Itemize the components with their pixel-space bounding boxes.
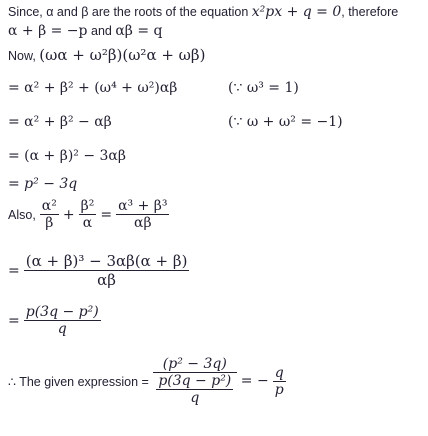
final-compound-fraction — [153, 356, 237, 406]
result-fraction — [273, 365, 286, 398]
inner-numerator: p(3q − p²) — [158, 373, 232, 389]
sum-of-roots: α + β = −p — [8, 23, 88, 39]
step-1-reason: (∵ ω³ = 1) — [228, 80, 299, 96]
numerator: β² — [80, 198, 95, 214]
step-2-expression: = α² + β² − αβ — [8, 114, 112, 130]
equals-sign: = — [100, 206, 113, 223]
numerator: α² — [41, 198, 57, 214]
denominator: q — [57, 321, 67, 337]
step-2-reason: (∵ ω + ω² = −1) — [228, 114, 343, 130]
denominator: β — [45, 215, 54, 231]
step-4-expression: = p² − 3q — [8, 176, 78, 192]
also-label: Also, — [8, 207, 36, 222]
denominator: α — [82, 215, 93, 231]
now-expression: (ωα + ω²β)(ω²α + ωβ) — [39, 46, 206, 64]
intro-line-1 — [8, 4, 398, 20]
numerator: α³ + β³ — [118, 198, 168, 214]
fraction-cubes-over-product — [116, 198, 169, 231]
intro-suffix: , therefore — [341, 5, 399, 19]
outer-numerator: (p² − 3q) — [153, 356, 237, 373]
result-numerator: q — [274, 364, 284, 381]
now-line — [8, 46, 205, 65]
denominator: αβ — [97, 271, 116, 289]
result-denominator: p — [274, 381, 284, 398]
plus-sign: + — [62, 206, 75, 223]
conclusion-line — [8, 356, 286, 406]
outer-denominator — [153, 373, 237, 406]
quadratic-equation: x²px + q = 0 — [251, 4, 342, 20]
equals-sign: = — [8, 262, 20, 279]
simplified-fraction — [24, 304, 101, 337]
step-1-expression: = α² + β² + (ω⁴ + ω²)αβ — [8, 80, 178, 96]
inner-fraction — [156, 373, 233, 406]
inner-denominator: q — [190, 390, 200, 406]
numerator: p(3q − p²) — [25, 304, 99, 320]
also-line — [8, 198, 169, 231]
intro-line-2 — [8, 22, 162, 40]
now-label: Now, — [8, 49, 40, 63]
conclusion-label: ∴ The given expression = — [8, 374, 149, 389]
fraction-alpha-sq-over-beta — [40, 198, 59, 231]
simplified-fraction-line — [8, 304, 101, 337]
denominator: αβ — [133, 215, 152, 231]
numerator: (α + β)³ − 3αβ(α + β) — [25, 252, 188, 270]
step-3-expression: = (α + β)² − 3αβ — [8, 148, 126, 164]
equals-sign: = — [8, 312, 20, 329]
fraction-beta-sq-over-alpha — [79, 198, 97, 231]
expanded-fraction — [24, 252, 190, 289]
and-word: and — [87, 24, 116, 38]
expanded-fraction-line — [8, 252, 189, 289]
product-of-roots: αβ = q — [115, 23, 163, 39]
intro-prefix: Since, α and β are the roots of the equation — [8, 5, 252, 19]
equals-minus: = − — [240, 373, 269, 389]
